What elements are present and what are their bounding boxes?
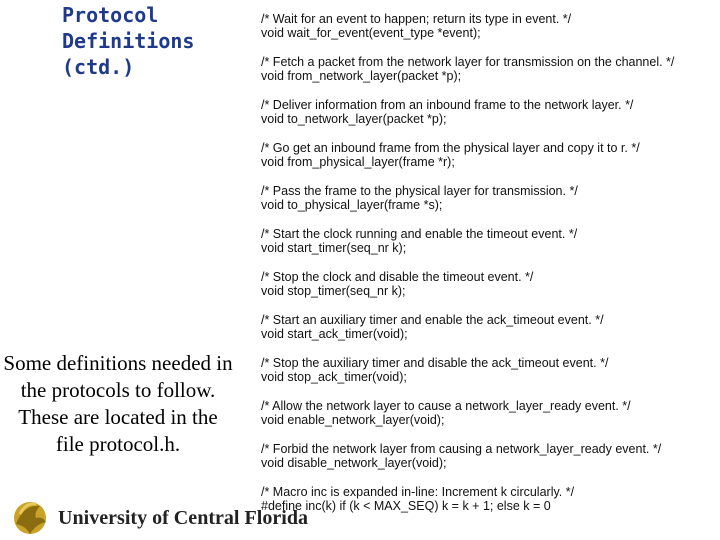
code-declaration: void from_network_layer(packet *p); bbox=[261, 69, 462, 83]
code-block bbox=[261, 141, 716, 169]
code-declaration: #define inc(k) if (k < MAX_SEQ) k = k + 1; else k = 0 bbox=[261, 499, 551, 513]
code-declaration: void from_physical_layer(frame *r); bbox=[261, 155, 455, 169]
code-block bbox=[261, 12, 716, 40]
code-block bbox=[261, 270, 716, 298]
slide-title-line: Protocol bbox=[62, 3, 159, 27]
code-declaration: void disable_network_layer(void); bbox=[261, 456, 447, 470]
code-block bbox=[261, 98, 716, 126]
slide-description: Some definitions needed in the protocols to follow. These are located in the file protocol.h. bbox=[3, 351, 233, 456]
code-declaration: void stop_ack_timer(void); bbox=[261, 370, 407, 384]
code-block bbox=[261, 184, 716, 212]
code-listing bbox=[261, 12, 716, 513]
code-comment: /* Allow the network layer to cause a network_layer_ready event. */ bbox=[261, 399, 631, 413]
code-block bbox=[261, 313, 716, 341]
code-comment: /* Forbid the network layer from causing a network_layer_ready event. */ bbox=[261, 442, 662, 456]
code-comment: /* Go get an inbound frame from the physical layer and copy it to r. */ bbox=[261, 141, 640, 155]
code-declaration: void to_physical_layer(frame *s); bbox=[261, 198, 443, 212]
slide-title-line: (ctd.) bbox=[62, 55, 135, 79]
slide-title-line: Definitions bbox=[62, 29, 195, 53]
code-block bbox=[261, 227, 716, 255]
code-block bbox=[261, 55, 716, 83]
code-comment: /* Wait for an event to happen; return its type in event. */ bbox=[261, 12, 572, 26]
pegasus-icon bbox=[14, 502, 46, 534]
logo-text: University of Central Florida bbox=[58, 507, 308, 529]
code-declaration: void enable_network_layer(void); bbox=[261, 413, 445, 427]
code-comment: /* Fetch a packet from the network layer for transmission on the channel. */ bbox=[261, 55, 675, 69]
code-comment: /* Stop the auxiliary timer and disable the ack_timeout event. */ bbox=[261, 356, 609, 370]
code-block bbox=[261, 399, 716, 427]
code-comment: /* Start an auxiliary timer and enable the ack_timeout event. */ bbox=[261, 313, 604, 327]
code-declaration: void start_ack_timer(void); bbox=[261, 327, 408, 341]
code-comment: /* Pass the frame to the physical layer for transmission. */ bbox=[261, 184, 578, 198]
code-comment: /* Start the clock running and enable the timeout event. */ bbox=[261, 227, 578, 241]
code-block bbox=[261, 442, 716, 470]
code-comment: /* Deliver information from an inbound frame to the network layer. */ bbox=[261, 98, 634, 112]
slide-title bbox=[62, 2, 252, 80]
code-declaration: void wait_for_event(event_type *event); bbox=[261, 26, 481, 40]
code-comment: /* Stop the clock and disable the timeout event. */ bbox=[261, 270, 534, 284]
code-block bbox=[261, 356, 716, 384]
code-declaration: void stop_timer(seq_nr k); bbox=[261, 284, 406, 298]
code-comment: /* Macro inc is expanded in-line: Increment k circularly. */ bbox=[261, 485, 575, 499]
code-declaration: void start_timer(seq_nr k); bbox=[261, 241, 407, 255]
code-declaration: void to_network_layer(packet *p); bbox=[261, 112, 447, 126]
university-logo bbox=[6, 494, 336, 540]
